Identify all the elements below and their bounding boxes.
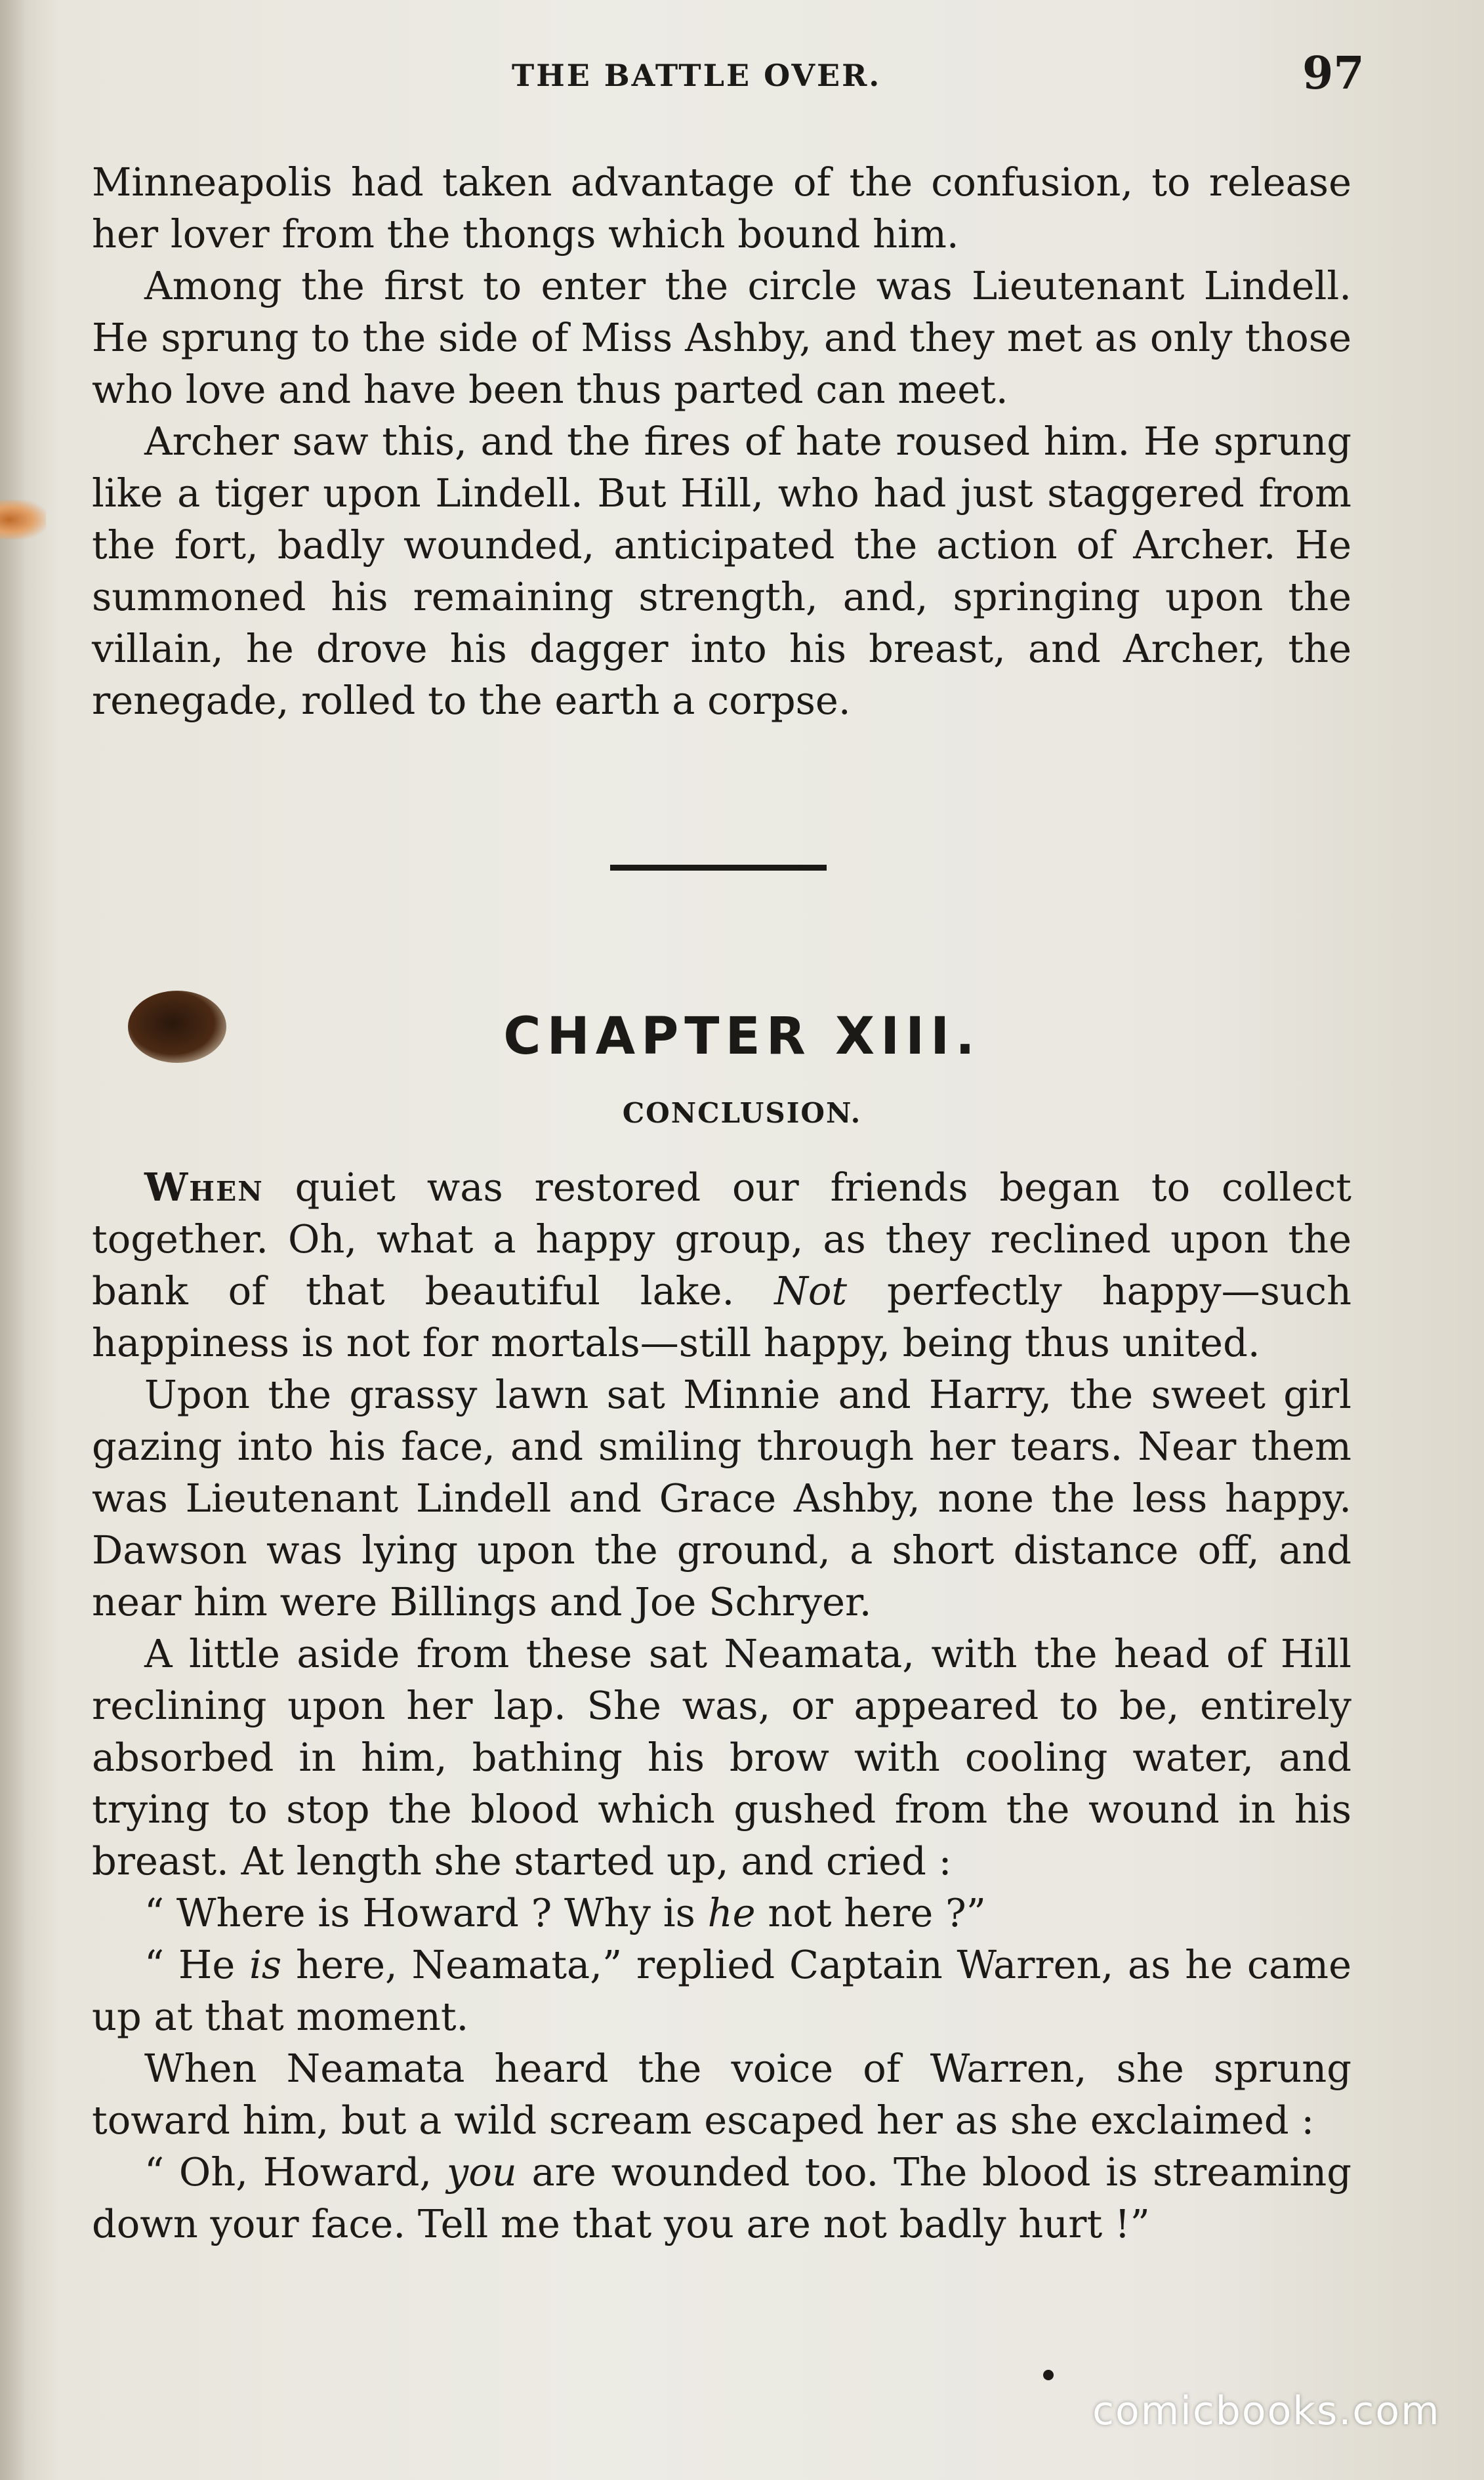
text-run: “ Where is Howard ? Why is <box>144 1890 708 1935</box>
chapter-subtitle: CONCLUSION. <box>622 1097 862 1129</box>
section-rule <box>610 865 827 871</box>
italic-text: he <box>707 1890 756 1935</box>
text-run: perfectly happy—such happiness is not for mortals—still happy, being thus united. <box>92 1268 1351 1365</box>
paragraph: Upon the grassy lawn sat Minnie and Harry, the sweet girl gazing into his face, and smiling through her tears. Near them was Lieutenant Lindell and Grace Ashby, none the less happy. Dawson was lying upon the ground, a short distance off, and near him were Billings and Joe Schryer. <box>92 1372 1351 1624</box>
top-text-block <box>92 156 1351 726</box>
italic-text: you <box>446 2149 517 2195</box>
paragraph <box>92 1939 1351 2042</box>
text-run: quiet was restored our friends began to collect together. Oh, what a happy group, as they reclined upon the bank of that beautiful lake. <box>92 1165 1351 1313</box>
bottom-text-block <box>92 1161 1351 2250</box>
text-run: “ Oh, Howard, <box>144 2149 447 2195</box>
page-speck <box>1043 2370 1054 2380</box>
page-edge-shadow <box>0 0 26 2480</box>
drop-lead-word: When <box>144 1165 264 1210</box>
italic-text: Not <box>774 1268 848 1313</box>
paragraph: Minneapolis had taken advantage of the confusion, to release her lover from the thongs which bound him. <box>92 159 1351 257</box>
page-number: 97 <box>1302 47 1365 100</box>
page-edge-tear <box>0 500 46 539</box>
watermark: comicbooks.com <box>1092 2388 1441 2434</box>
text-run: are wounded too. The blood is streaming down your face. Tell me that you are not badly hurt !” <box>92 2149 1351 2246</box>
paragraph: When Neamata heard the voice of Warren, she sprung toward him, but a wild scream escaped her as she exclaimed : <box>92 2046 1351 2143</box>
chapter-title: CHAPTER XIII. <box>503 1007 981 1066</box>
paragraph <box>92 2146 1351 2250</box>
text-run: not here ?” <box>755 1890 986 1935</box>
paragraph: Among the first to enter the circle was Lieutenant Lindell. He sprung to the side of Miss Ashby, and they met as only those who love and have been thus parted can meet. <box>92 263 1351 412</box>
text-run: here, Neamata,” replied Captain Warren, as he came up at that moment. <box>92 1942 1352 2039</box>
paragraph: A little aside from these sat Neamata, with the head of Hill reclining upon her lap. She was, or appeared to be, entirely absorbed in him, bathing his brow with cooling water, and trying to stop the blood which gushed from the wound in his breast. At length she started up, and cried : <box>92 1631 1351 1884</box>
paragraph <box>92 1887 1351 1939</box>
paragraph <box>92 1161 1351 1369</box>
text-run: “ He <box>144 1942 250 1987</box>
running-head: THE BATTLE OVER. <box>512 58 882 93</box>
italic-text: is <box>249 1942 282 1987</box>
paragraph: Archer saw this, and the fires of hate roused him. He sprung like a tiger upon Lindell. But Hill, who had just staggered from the fort, badly wounded, anticipated the action of Archer. He summoned his remaining strength, and, springing upon the villain, he drove his dagger into his breast, and Archer, the renegade, rolled to the earth a corpse. <box>92 419 1351 723</box>
